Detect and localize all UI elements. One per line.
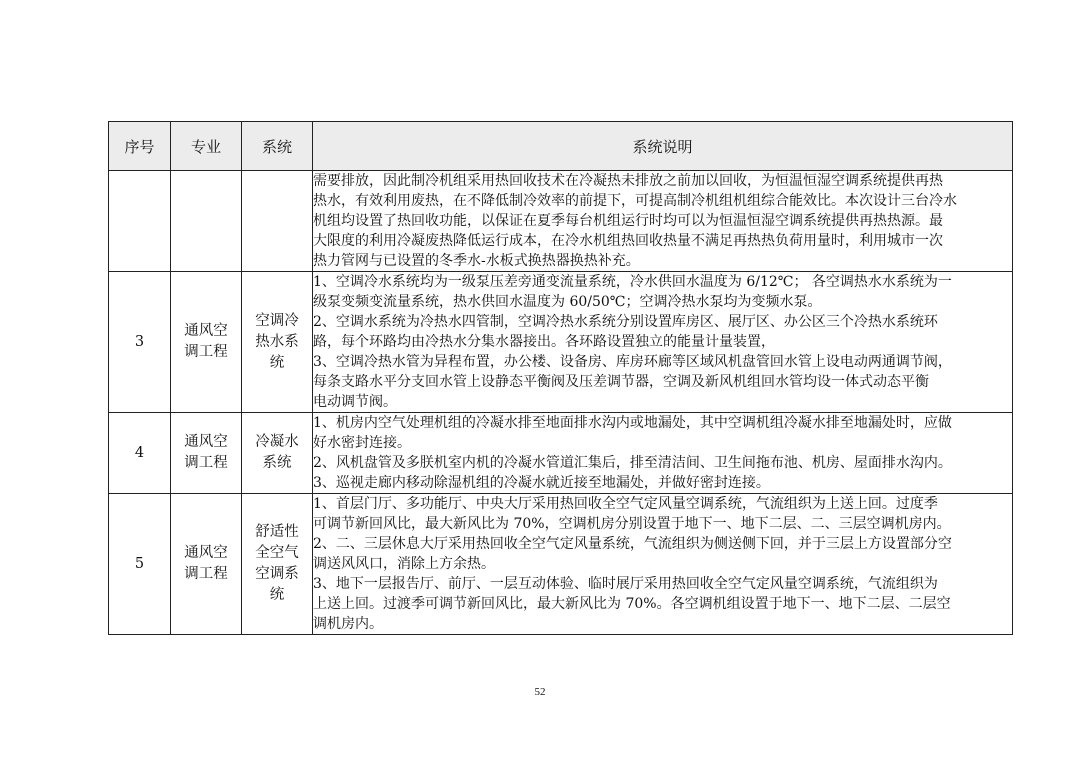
description-line: 路，每个环路均由冷热水分集水器接出。各环路设置独立的能量计量装置， <box>313 334 775 350</box>
description-line: 大限度的利用冷凝废热降低运行成本，在冷水机组热回收热量不满足再热热负荷用量时，利用城市一次 <box>313 233 943 249</box>
description-line: 上送上回。过渡季可调节新回风比，最大新风比为 70%。各空调机组设置于地下一、地下二层、二层空 <box>313 596 951 612</box>
description-line: 1、空调冷水系统均为一级泵压差旁通变流量系统，冷水供回水温度为 6/12℃； 各空调热水水系统为一 <box>313 274 952 290</box>
system-cell <box>242 272 313 413</box>
description-line: 可调节新回风比，最大新风比为 70%，空调机房分别设置于地下一、地下二层、二、三层空调机房内。 <box>313 516 951 532</box>
description-line: 调送风风口，消除上方余热。 <box>313 556 495 572</box>
system-line: 冷凝水 <box>255 434 299 450</box>
major-cell <box>171 272 242 413</box>
description-line: 级泵变频变流量系统，热水供回水温度为 60/50℃；空调冷热水泵均为变频水泵。 <box>313 294 822 310</box>
description-line: 2、二、三层休息大厅采用热回收全空气定风量系统，气流组织为侧送侧下回，并于三层上方设置部分空 <box>313 536 952 552</box>
major-line: 通风空 <box>184 434 228 450</box>
description-line: 1、机房内空气处理机组的冷凝水排至地面排水沟内或地漏处，其中空调机组冷凝水排至地漏处时，应做 <box>313 415 952 431</box>
major-line: 调工程 <box>184 566 228 582</box>
description-line: 3、巡视走廊内移动除湿机组的冷凝水就近接至地漏处，并做好密封连接。 <box>313 475 770 491</box>
header-major: 专业 <box>171 122 242 171</box>
major-cell <box>171 413 242 494</box>
description-line: 热水，有效利用废热，在不降低制冷效率的前提下，可提高制冷机组机组综合能效比。本次设计三台冷水 <box>313 193 957 209</box>
table-row <box>109 494 1013 635</box>
system-line: 舒适性 <box>255 524 299 540</box>
system-line: 统 <box>269 587 285 603</box>
row-number <box>109 171 171 272</box>
system-cell <box>242 494 313 635</box>
system-line: 空调系 <box>255 566 299 582</box>
table-row <box>109 171 1013 272</box>
major-line: 通风空 <box>184 545 228 561</box>
row-number: 5 <box>109 494 171 635</box>
description-cell <box>313 413 1013 494</box>
description-line: 好水密封连接。 <box>313 435 411 451</box>
system-line: 统 <box>269 354 285 371</box>
header-desc: 系统说明 <box>313 122 1013 171</box>
description-line: 需要排放，因此制冷机组采用热回收技术在冷凝热未排放之前加以回收，为恒温恒湿空调系统提供再热 <box>313 173 943 189</box>
spec-table <box>108 121 1013 635</box>
description-cell <box>313 272 1013 413</box>
system-cell <box>242 171 313 272</box>
major-cell <box>171 494 242 635</box>
system-line: 热水系 <box>255 333 299 350</box>
description-line: 2、风机盘管及多朕机室内机的冷凝水管道汇集后，排至清洁间、卫生间拖布池、机房、屋面排水沟内。 <box>313 455 952 471</box>
system-line: 空调冷 <box>255 312 299 329</box>
major-cell <box>171 171 242 272</box>
table-row <box>109 272 1013 413</box>
major-line: 调工程 <box>184 455 228 471</box>
description-line: 每条支路水平分支回水管上设静态平衡阀及压差调节器，空调及新风机组回水管均设一体式动态平衡 <box>313 374 929 390</box>
description-line: 电动调节阀。 <box>313 394 397 410</box>
header-num: 序号 <box>109 122 171 171</box>
description-line: 1、首层门厅、多功能厅、中央大厅采用热回收全空气定风量空调系统，气流组织为上送上回。过度季 <box>313 496 938 512</box>
description-line: 调机房内。 <box>313 616 383 632</box>
description-cell <box>313 171 1013 272</box>
system-line: 系统 <box>262 455 292 471</box>
table-header-row <box>109 122 1013 171</box>
description-line: 热力管网与已设置的冬季水-水板式换热器换热补充。 <box>313 253 640 269</box>
system-line: 全空气 <box>255 545 299 561</box>
description-line: 机组均设置了热回收功能，以保证在夏季每台机组运行时均可以为恒温恒湿空调系统提供再热热源。最 <box>313 213 943 229</box>
description-line: 2、空调水系统为冷热水四管制，空调冷热水系统分别设置库房区、展厅区、办公区三个冷热水系统环 <box>313 314 938 330</box>
table-row <box>109 413 1013 494</box>
major-line: 调工程 <box>184 344 228 360</box>
page-number: 52 <box>534 686 546 698</box>
description-line: 3、空调冷热水管为异程布置，办公楼、设备房、库房环廊等区域风机盘管回水管上设电动两通调节阀， <box>313 354 952 370</box>
description-cell <box>313 494 1013 635</box>
description-line: 3、地下一层报告厅、前厅、一层互动体验、临时展厅采用热回收全空气定风量空调系统，气流组织为 <box>313 576 938 592</box>
system-cell <box>242 413 313 494</box>
major-line: 通风空 <box>184 323 228 339</box>
header-system: 系统 <box>242 122 313 171</box>
row-number: 4 <box>109 413 171 494</box>
row-number: 3 <box>109 272 171 413</box>
